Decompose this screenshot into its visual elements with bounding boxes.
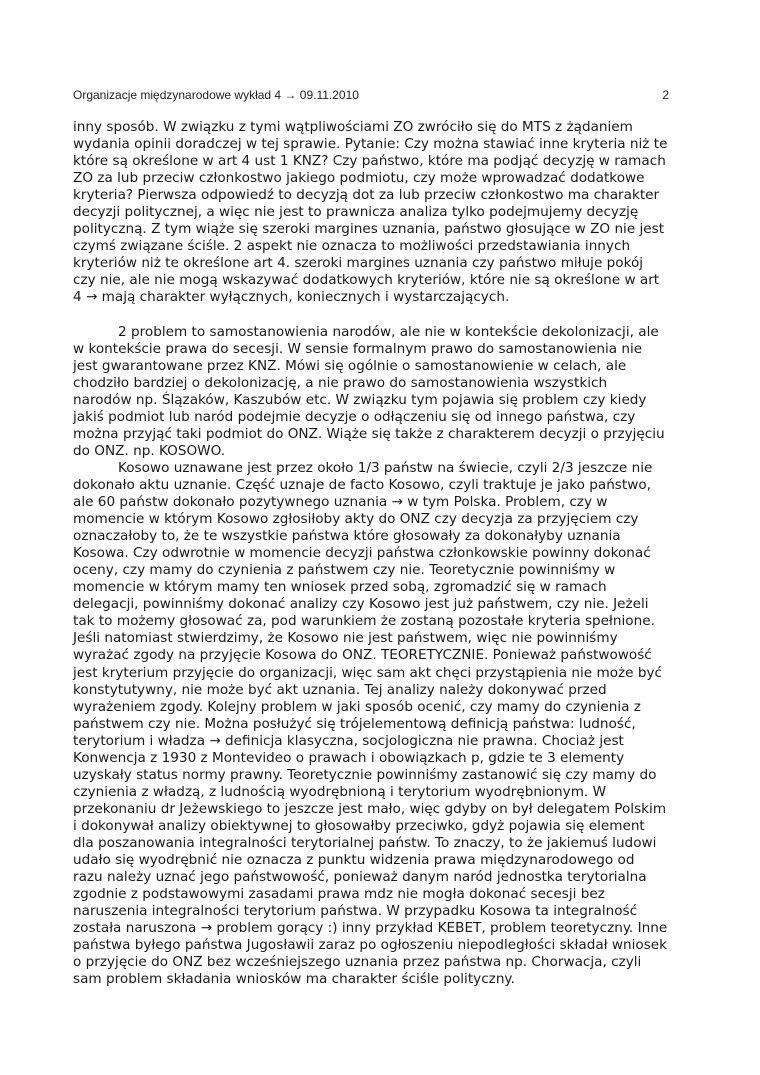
text-line: zgodnie z podstawowymi zasadami prawa mdz nie mogła dokonać secesji bez: [73, 886, 605, 903]
text-line: uzyskały status normy prawny. Teoretycznie powinniśmy zastanowić się czy mamy do: [73, 766, 657, 783]
text-line: do ONZ. np. KOSOWO.: [73, 442, 226, 459]
text-line: oceny, czy mamy do czynienia z państwem czy nie. Teoretycznie powinniśmy w: [73, 562, 616, 579]
text-line: dla poszanowania integralności terytorialnej państw. To znaczy, to że jakiemuś ludowi: [73, 834, 657, 851]
text-line: czynienia z władzą, z ludnością wyodrębnioną i terytorium wyodrębnionym. W: [73, 783, 607, 800]
text-line: sam problem składania wniosków ma charakter ściśle polityczny.: [73, 971, 515, 988]
text-line: w kontekście prawa do secesji. W sensie formalnym prawo do samostanowienia nie: [73, 340, 643, 357]
text-line: wydania opinii doradczej w tej sprawie. Pytanie: Czy można stawiać inne kryteria niż te: [73, 136, 668, 153]
text-line: o przyjęcie do ONZ bez wcześniejszego uznania przez państwa np. Chorwacja, czyli: [73, 954, 642, 971]
text-line: została naruszona → problem gorący :) inny przykład KEBET, problem teoretyczny. Inne: [73, 920, 668, 937]
text-line: Kosowo uznawane jest przez około 1/3 państw na świecie, czyli 2/3 jeszcze nie: [118, 459, 653, 476]
text-line: Konwencja z 1930 z Montevideo o prawach i obowiązkach p, gdzie te 3 elementy: [73, 749, 625, 766]
text-line: narodów np. Ślązaków, Kaszubów etc. W związku tym pojawia się problem czy kiedy: [73, 391, 647, 408]
text-line: momencie w którym Kosowo zgłosiłoby akty do ONZ czy decyzja za przyjęciem czy: [73, 511, 639, 528]
text-line: delegacji, powinniśmy dokonać analizy czy Kosowo jest już państwem, czy nie. Jeżeli: [73, 596, 649, 613]
document-body: [73, 119, 693, 988]
text-line: Kosowa. Czy odwrotnie w momencie decyzji państwa członkowskie powinny dokonać: [73, 545, 651, 562]
text-line: państwem czy nie. Można posłużyć się trójelementową definicją państwa: ludność,: [73, 715, 636, 732]
text-line: ZO za lub przeciw członkostwo jakiego podmiotu, czy może wprowadzać dodatkowe: [73, 170, 645, 187]
text-line: 2 problem to samostanowienia narodów, ale nie w kontekście dekolonizacji, ale: [118, 323, 659, 340]
text-line: tak to możemy głosować za, pod warunkiem że zostaną pozostałe kryteria spełnione.: [73, 613, 655, 630]
text-line: 4 → mają charakter wyłącznych, koniecznych i wystarczających.: [73, 289, 510, 306]
text-line: czymś związane ściśle. 2 aspekt nie oznacza to możliwości przedstawiania innych: [73, 238, 631, 255]
text-line: decyzji politycznej, a więc nie jest to prawnicza analiza tylko podejmujemy decyzję: [73, 204, 639, 221]
text-line: przekonaniu dr Jeżewskiego to jeszcze jest mało, więc gdyby on był delegatem Polskim: [73, 800, 667, 817]
text-line: inny sposób. W związku z tymi wątpliwościami ZO zwróciło się do MTS z żądaniem: [73, 119, 633, 135]
text-line: wyrażeniem zgody. Kolejny problem w jaki sposób ocenić, czy mamy do czynienia z: [73, 698, 641, 715]
text-line: polityczną. Z tym wiąże się szeroki margines uznania, państwo głosujące w ZO nie jest: [73, 221, 665, 238]
text-line: jest kryterium przyjęcie do organizacji, więc sam akt chęci przystąpienia nie może być: [73, 664, 662, 681]
page-number: 2: [662, 88, 669, 102]
text-line: państwa byłego państwa Jugosławii zaraz po ogłoszeniu niepodległości składał wniosek: [73, 937, 668, 954]
text-line: kryteriów niż te określone art 4. szeroki margines uznania czy państwo miłuje pokój: [73, 255, 644, 272]
text-line: kryteria? Pierwsza odpowiedź to decyzją dot za lub przeciw członkostwo ma charakter: [73, 187, 660, 204]
text-line: można przyjąć taki podmiot do ONZ. Wiąże się także z charakterem decyzji o przyjęciu: [73, 425, 665, 442]
text-line: Jeśli natomiast stwierdzimy, że Kosowo nie jest państwem, więc nie powinniśmy: [73, 630, 618, 647]
paragraph-spacer: [73, 307, 693, 324]
text-line: konstytutywny, nie może być akt uznania. Tej analizy należy dokonywać przed: [73, 681, 607, 698]
text-line: razu należy uznać jego państwowość, ponieważ danym naród jednostka terytorialna: [73, 869, 647, 886]
text-line: oznaczałoby to, że te wszystkie państwa które głosowały za dokonałyby uznania: [73, 528, 621, 545]
text-line: udało się wyodrębnić nie oznacza z punktu widzenia prawa międzynarodowego od: [73, 852, 635, 869]
text-line: chodziło bardziej o dekolonizację, a nie prawo do samostanowienia wszystkich: [73, 374, 608, 391]
text-line: ale 60 państw dokonało pozytywnego uznania → w tym Polska. Problem, czy w: [73, 494, 608, 511]
text-line: jakiś podmiot lub naród podejmie decyzje o odłączeniu się od innego państwa, czy: [73, 408, 636, 425]
text-line: momencie w którym mamy ten wniosek przed sobą, zgromadzić się w ramach: [73, 579, 607, 596]
paragraph: [73, 460, 693, 988]
text-line: terytorium i władza → definicja klasyczna, socjologiczna nie prawna. Chociaż jest: [73, 732, 624, 749]
text-line: jest gwarantowane przez KNZ. Mówi się ogólnie o samostanowienie w celach, ale: [73, 357, 627, 374]
paragraph: [73, 324, 693, 460]
text-line: naruszenia integralności terytorium państwa. W przypadku Kosowa ta integralność: [73, 903, 638, 920]
text-line: czy nie, ale nie mogą wskazywać dodatkowych kryteriów, które nie są określone w art: [73, 272, 660, 289]
text-line: wyrażać zgody na przyjęcie Kosowa do ONZ. TEORETYCZNIE. Ponieważ państwowość: [73, 647, 652, 664]
text-line: i dokonywał analizy obiektywnej to głosowałby przeciwko, gdyż pojawia się element: [73, 817, 645, 834]
paragraph: [73, 119, 693, 307]
text-line: które są określone w art 4 ust 1 KNZ? Czy państwo, które ma podjąć decyzję w ramach: [73, 153, 666, 170]
text-line: dokonało aktu uznanie. Część uznaje de facto Kosowo, czyli traktuje je jako państwo,: [73, 476, 651, 493]
header-title: Organizacje międzynarodowe wykład 4 → 09.11.2010: [73, 88, 359, 102]
